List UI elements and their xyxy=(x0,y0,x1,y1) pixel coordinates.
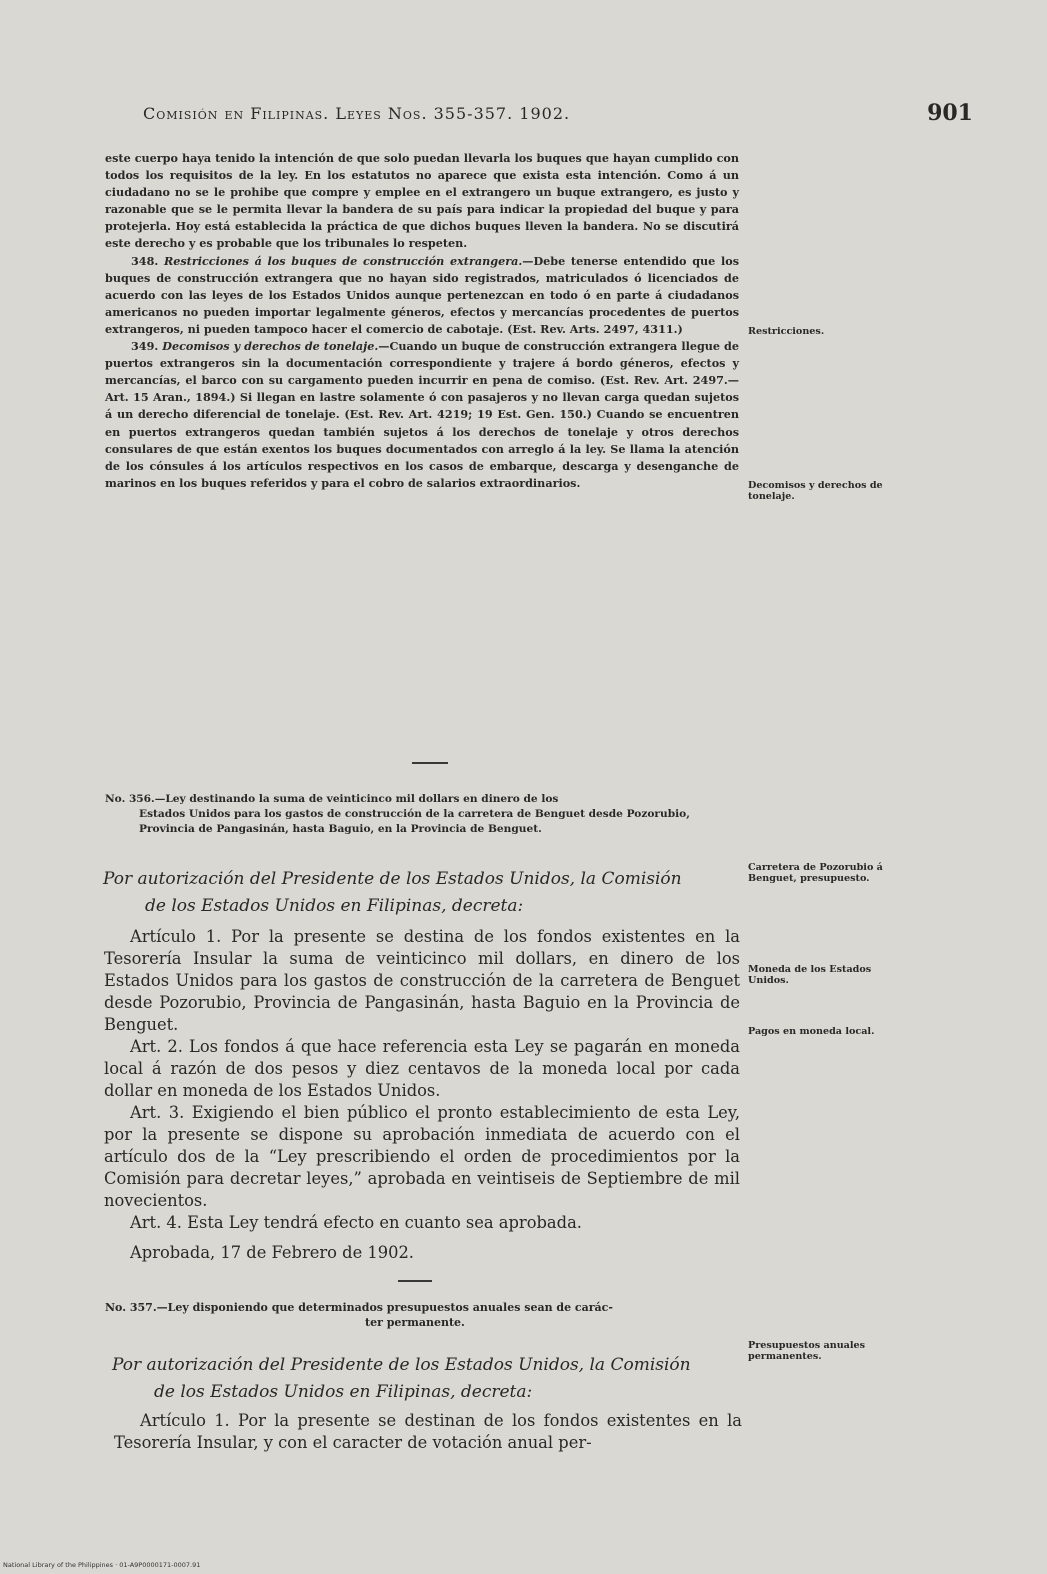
margin-note-decomisos: Decomisos y derechos de tonelaje. xyxy=(748,480,883,502)
top-text-block xyxy=(105,150,739,492)
law-357-intro-line1: Por autorización del Presidente de los Estados Unidos, la Comisión xyxy=(112,1355,691,1375)
law-356-article-2: Art. 2. Los fondos á que hace referencia esta Ley se pagarán en moneda local á razón de dos pesos y diez centavos de la moneda local por cada dollar en moneda de los Estados Unidos. xyxy=(104,1037,740,1100)
section-349-text: —Cuando un buque de construcción extrangera llegue de puertos extrangeros sin la documentación correspondiente y trajere á bordo géneros, efectos y mercancías, el barco con su cargamento pueden incurrir en pena de comiso. (Est. Rev. Art. 2497.—Art. 15 Aran., 1894.) Si llegan en lastre solamente ó con pasajeros y no llevan carga quedan sujetos á un derecho diferencial de tonelaje. (Est. Rev. Art. 4219; 19 Est. Gen. 150.) Cuando se encuentren en puertos extrangeros quedan también sujetos á los derechos de tonelaje y otros derechos consulares de que están exentos los buques documentados con arreglo á la ley. Se llama la atención de los cónsules á los artículos respectivos en los casos de embarque, descarga y desenganche de marinos en los buques referidos y para el cobro de salarios extraordinarios. xyxy=(105,339,739,490)
paragraph-continuation: este cuerpo haya tenido la intención de que solo puedan llevarla los buques que hayan cumplido con todos los requisitos de la ley. En los estatutos no aparece que exista esta intención. Como á un ciudadano no se le prohibe que compre y emplee en el extrangero un buque extrangero, es justo y razonable que se le permita llevar la bandera de su país para indicar la propiedad del buque y para protejerla. Hoy está establecida la práctica de que dichos buques lleven la bandera. No se discutirá este derecho y es probable que los tribunales lo respeten. xyxy=(105,151,739,251)
page-number: 901 xyxy=(927,100,973,126)
article-label: Art. 4. xyxy=(130,1213,182,1232)
article-label: Art. 3. xyxy=(130,1103,185,1122)
law-357-heading-line1: No. 357.—Ley disponiendo que determinados presupuestos anuales sean de carác- xyxy=(105,1301,613,1314)
margin-note-pagos: Pagos en moneda local. xyxy=(748,1026,875,1037)
scan-footer: National Library of the Philippines · 01-A9P0000171-0007.91 xyxy=(3,1561,201,1569)
law-357-heading-line2: ter permanente. xyxy=(365,1316,465,1329)
law-357-heading xyxy=(105,1300,745,1330)
margin-note-restricciones: Restricciones. xyxy=(748,326,825,337)
law-356-articles xyxy=(104,926,740,1264)
article-label: Artículo 1. xyxy=(140,1411,230,1430)
law-356-enacting-clause xyxy=(103,866,737,920)
section-divider xyxy=(398,1280,432,1282)
law-357-article-1: Artículo 1. Por la presente se destinan de los fondos existentes en la Tesorería Insular, y con el caracter de votación anual per- xyxy=(114,1411,742,1452)
law-356-article-4: Art. 4. Esta Ley tendrá efecto en cuanto sea aprobada. xyxy=(130,1213,582,1232)
running-header xyxy=(143,100,973,132)
law-356-article-1: Artículo 1. Por la presente se destina de los fondos existentes en la Tesorería Insular la suma de veinticinco mil dollars, en dinero de los Estados Unidos para los gastos de construcción de la carretera de Benguet desde Pozorubio, Provincia de Pangasinán, hasta Baguio en la Provincia de Benguet. xyxy=(104,927,740,1034)
section-divider xyxy=(412,762,448,764)
law-356-intro-line1: Por autorización del Presidente de los Estados Unidos, la Comisión xyxy=(103,869,682,889)
law-356-heading-rest: Estados Unidos para los gastos de construcción de la carretera de Benguet desde Pozorubio, Provincia de Pangasinán, hasta Baguio, en la Provincia de Benguet. xyxy=(139,808,690,835)
law-357-enacting-clause xyxy=(112,1352,746,1406)
law-357-intro-line2: de los Estados Unidos en Filipinas, decreta: xyxy=(154,1382,533,1402)
law-356-approval-date: Aprobada, 17 de Febrero de 1902. xyxy=(130,1243,414,1262)
section-348-title: Restricciones á los buques de construcción extrangera. xyxy=(163,253,523,268)
section-348-number: 348. xyxy=(131,253,159,268)
margin-note-presupuestos: Presupuestos anuales permanentes. xyxy=(748,1340,866,1362)
header-title: Comisión en Filipinas. Leyes Nos. 355-357. 1902. xyxy=(143,104,571,123)
law-356-heading-line1: No. 356.—Ley destinando la suma de veinticinco mil dollars en dinero de los xyxy=(105,793,559,805)
article-label: Artículo 1. xyxy=(130,927,222,946)
section-348-text: —Debe tenerse entendido que los buques de construcción extrangera que no hayan sido registrados, matriculados ó licenciados de acuerdo con las leyes de los Estados Unidos aunque pertenezcan en todo ó en parte á ciudadanos americanos no pueden importar legalmente géneros, efectos y mercancías procedentes de puertos extrangeros, ni pueden tampoco hacer el comercio de cabotaje. (Est. Rev. Arts. 2497, 4311.) xyxy=(105,253,739,336)
section-349-title: Decomisos y derechos de tonelaje. xyxy=(162,339,379,354)
section-349 xyxy=(105,338,739,492)
law-357-articles xyxy=(114,1410,742,1454)
section-349-number: 349. xyxy=(131,339,159,354)
margin-note-carretera: Carretera de Pozorubio á Benguet, presupuesto. xyxy=(748,862,883,884)
section-348 xyxy=(105,253,739,338)
law-356-article-3: Art. 3. Exigiendo el bien público el pronto establecimiento de esta Ley, por la presente se dispone su aprobación inmediata de acuerdo con el artículo dos de la “Ley prescribiendo el orden de procedimientos por la Comisión para decretar leyes,” aprobada en veintiseis de Septiembre de mil novecientos. xyxy=(104,1103,740,1210)
margin-note-moneda: Moneda de los Estados Unidos. xyxy=(748,964,872,986)
law-356-heading xyxy=(105,792,745,837)
law-356-intro-line2: de los Estados Unidos en Filipinas, decreta: xyxy=(145,896,524,916)
article-label: Art. 2. xyxy=(130,1037,183,1056)
